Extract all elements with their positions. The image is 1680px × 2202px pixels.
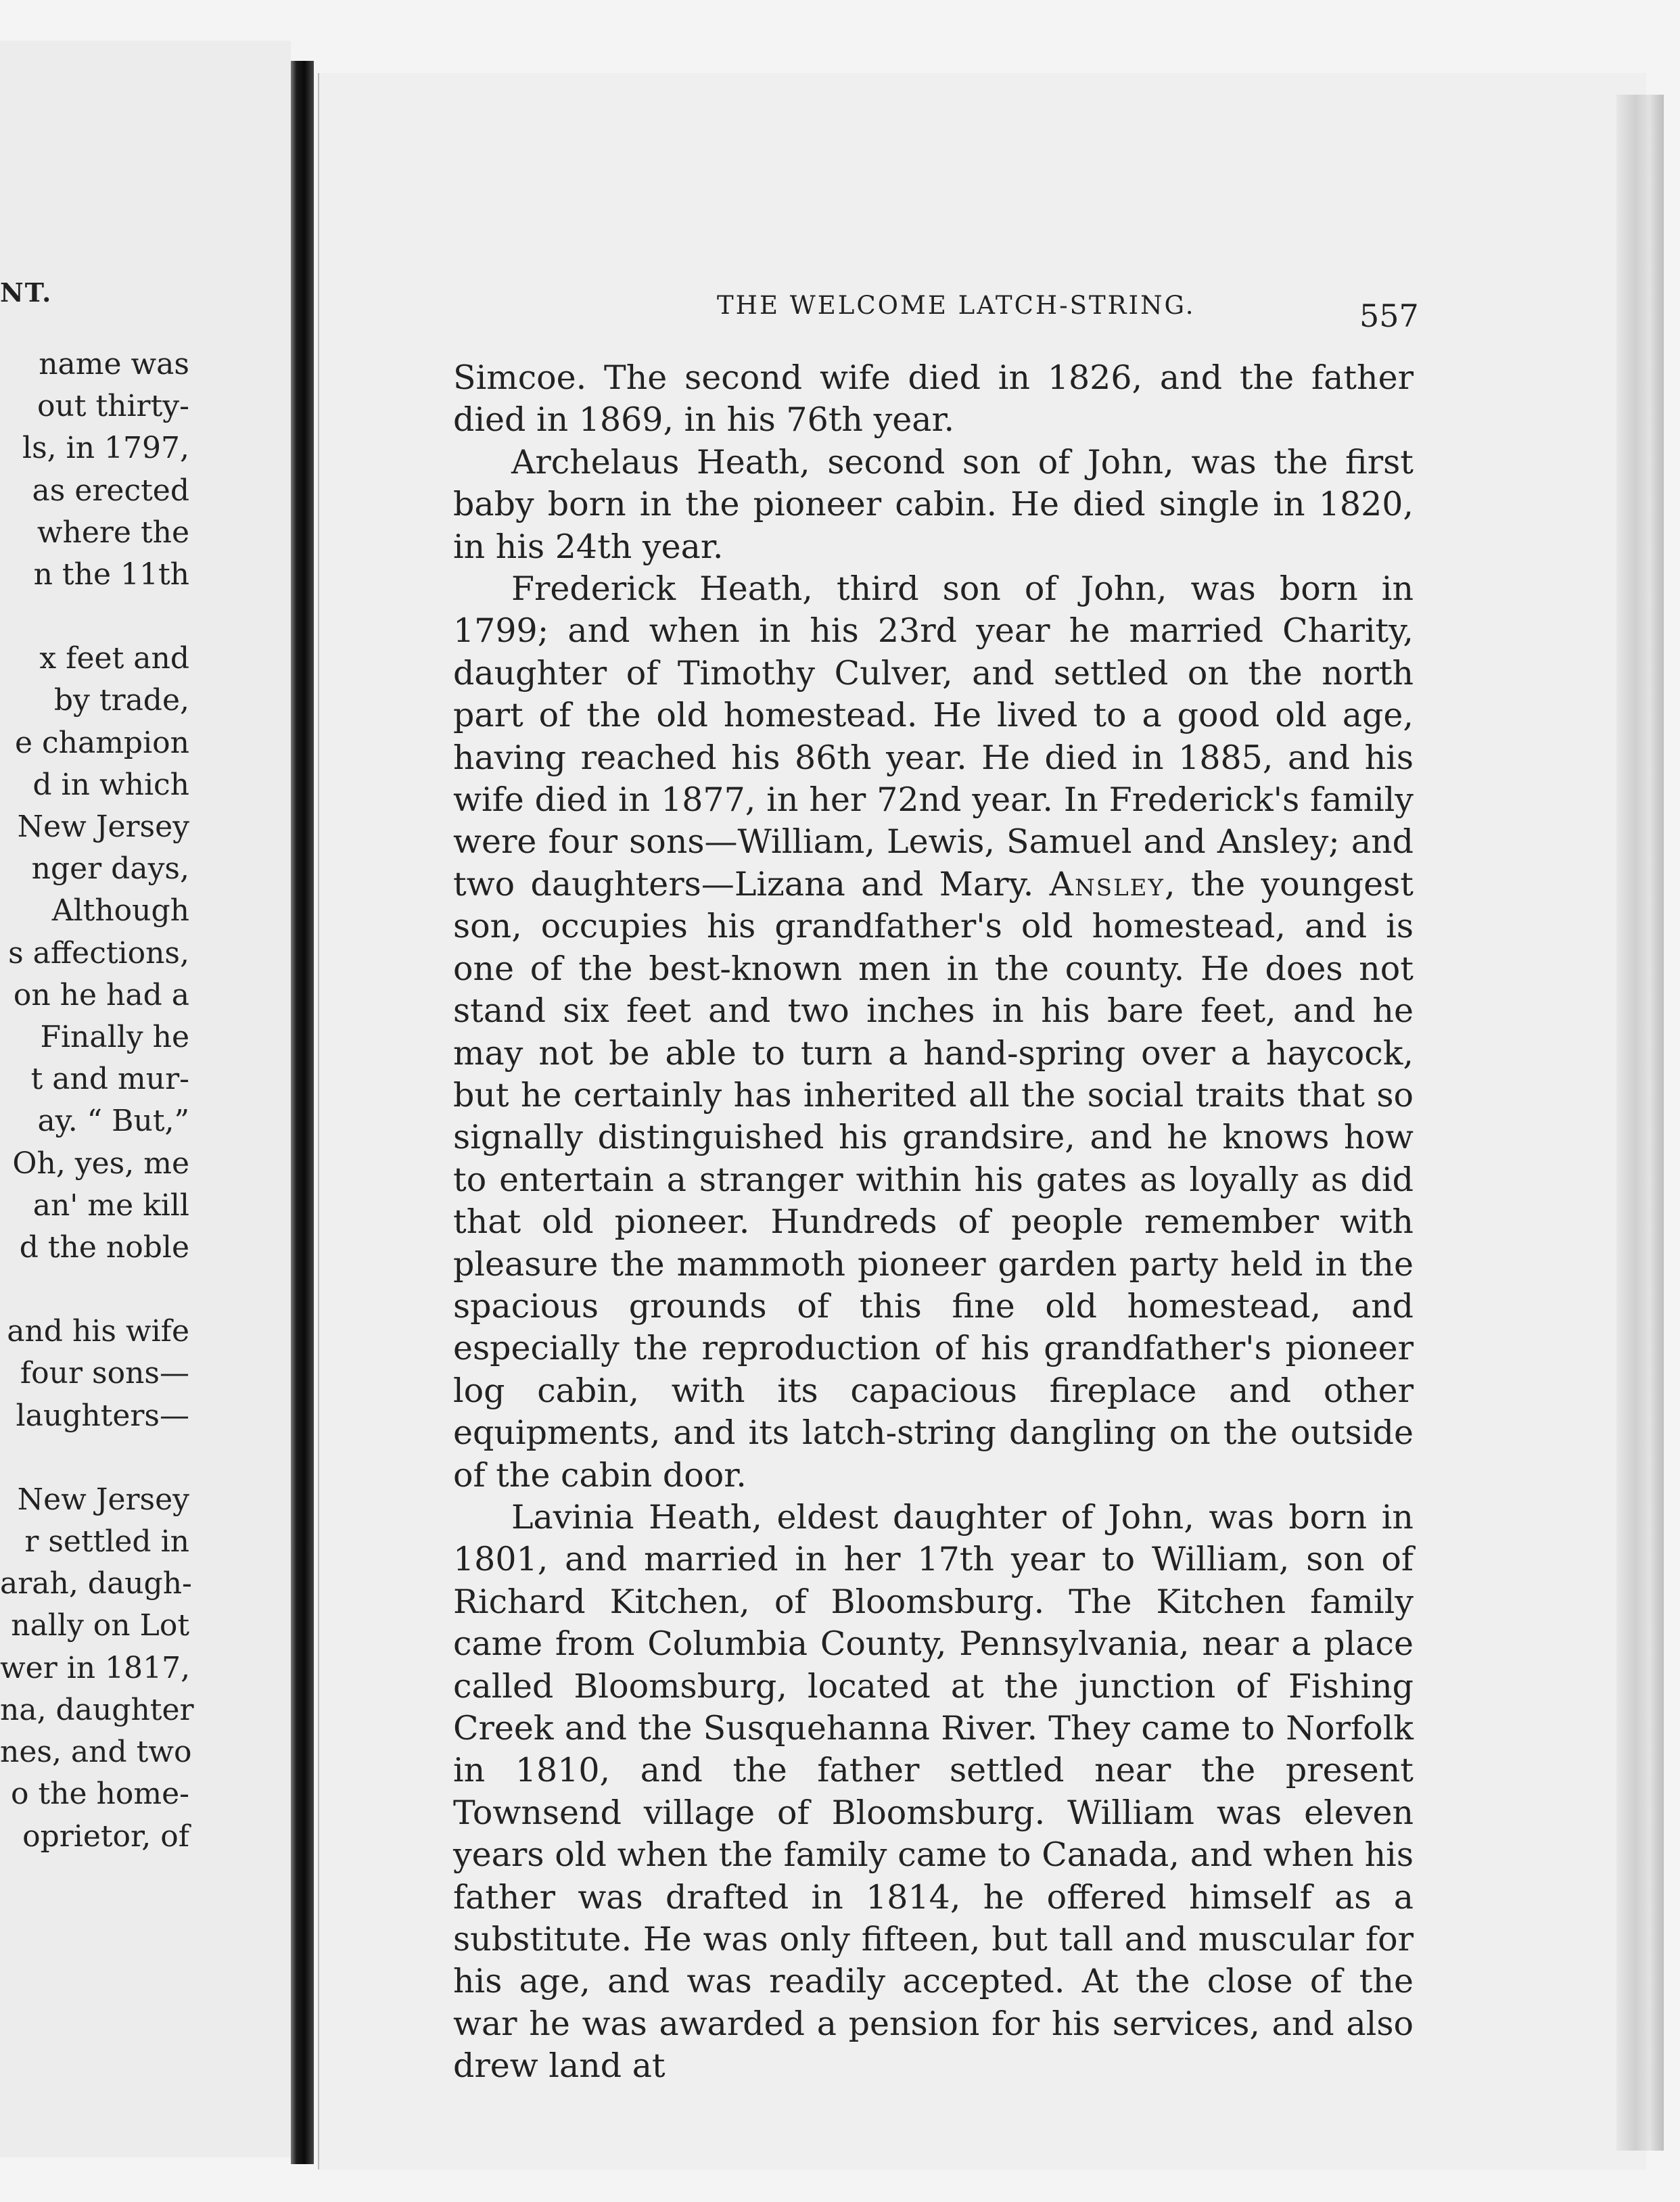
left-line: na, daughter bbox=[0, 1692, 194, 1727]
left-line: by trade, bbox=[53, 683, 189, 718]
left-line: o the home- bbox=[11, 1777, 189, 1812]
left-line: Although bbox=[51, 893, 189, 929]
paragraph-lavinia: Lavinia Heath, eldest daughter of John, was born in 1801, and married in her 17th year to William, son of Richard Kitchen, of Bloomsburg. The Kitchen family came from Columbia County, Pennsylvania, near a place called Bloomsburg, located at the junction of Fishing Creek and the Susquehanna River. They came to Norfolk in 1810, and the father settled near the present Townsend village of Bloomsburg. William was eleven years old when the family came to Canada, and when his father was drafted in 1814, he offered himself as a substitute. He was only fifteen, but tall and muscular for his age, and was readily accepted. At the close of the war he was awarded a pension for his services, and also drew land at bbox=[453, 1497, 1414, 2086]
left-line: t and mur- bbox=[30, 1062, 189, 1097]
left-line: n the 11th bbox=[33, 557, 189, 592]
left-line: on he had a bbox=[13, 977, 189, 1012]
left-line: nger days, bbox=[31, 851, 189, 887]
left-line: d the noble bbox=[19, 1230, 189, 1265]
running-head: THE WELCOME LATCH-STRING. bbox=[717, 291, 1196, 320]
page-number: 557 bbox=[1359, 298, 1419, 334]
left-line: nes, and two bbox=[0, 1735, 192, 1770]
left-line: wer in 1817, bbox=[0, 1650, 191, 1685]
body-text bbox=[453, 357, 1414, 2088]
paragraph-simcoe: Simcoe. The second wife died in 1826, and the father died in 1869, in his 76th year. bbox=[453, 358, 1414, 440]
left-line: arah, daugh- bbox=[0, 1566, 192, 1601]
left-line: laughters— bbox=[16, 1398, 189, 1433]
page-edge bbox=[1616, 95, 1664, 2151]
left-line: s affections, bbox=[8, 935, 189, 970]
left-line: out thirty- bbox=[37, 389, 189, 424]
left-line-gap bbox=[0, 1269, 291, 1311]
left-line: d in which bbox=[32, 767, 189, 802]
left-line: Oh, yes, me bbox=[12, 1146, 189, 1181]
left-line: nally on Lot bbox=[11, 1608, 189, 1643]
left-line: ay. “ But,” bbox=[37, 1104, 189, 1139]
left-running-head-fragment: NT. bbox=[0, 277, 53, 308]
left-line: an' me kill bbox=[32, 1188, 189, 1223]
left-page-text bbox=[0, 344, 291, 1858]
left-line-gap bbox=[0, 1437, 291, 1479]
left-line: and his wife bbox=[7, 1314, 189, 1349]
ansley-name: Ansley bbox=[1049, 864, 1165, 904]
left-facing-page bbox=[0, 41, 291, 2157]
paragraph-frederick-text: Frederick Heath, third son of John, was born in 1799; and when in his 23rd year he married Charity, daughter of Timothy Culver, and settled on the north part of the old homestead. He lived to a good old age, having reached his 86th year. He died in 1885, and his wife died in 1877, in her 72nd year. In Frederick's family were four sons—William, Lewis, Samuel and Ansley; and two daughters—Lizana and Mary. bbox=[453, 569, 1414, 904]
paragraph-frederick bbox=[453, 568, 1414, 1497]
left-line: name was bbox=[39, 347, 189, 381]
left-line: New Jersey bbox=[17, 1482, 189, 1517]
left-line: four sons— bbox=[20, 1356, 189, 1391]
paragraph-archelaus: Archelaus Heath, second son of John, was the first baby born in the pioneer cabin. He died single in 1820, in his 24th year. bbox=[453, 442, 1414, 566]
left-line: as erected bbox=[32, 473, 189, 508]
paragraph-frederick-continuation: , the youngest son, occupies his grandfather's old homestead, and is one of the best-known men in the county. He does not stand six feet and two inches in his bare feet, and he may not be able to turn a hand-spring over a haycock, but he certainly has inherited all the social traits that so signally distinguished his grandsire, and he knows how to entertain a stranger within his gates as loyally as did that old pioneer. Hundreds of people remember with pleasure the mammoth pioneer garden party held in the spacious grounds of this fine old homestead, and especially the reproduction of his grandfather's pioneer log cabin, with its capacious fireplace and other equipments, and its latch-string dangling on the outside of the cabin door. bbox=[453, 864, 1414, 1495]
left-line: New Jersey bbox=[17, 810, 189, 845]
left-line: Finally he bbox=[40, 1020, 189, 1055]
left-line-gap bbox=[0, 596, 291, 638]
left-line: r settled in bbox=[24, 1524, 189, 1560]
left-line: ls, in 1797, bbox=[22, 431, 189, 466]
left-line: where the bbox=[37, 515, 189, 550]
left-line: e champion bbox=[14, 725, 189, 760]
left-line: x feet and bbox=[39, 641, 189, 676]
book-binding bbox=[291, 61, 314, 2164]
left-line: oprietor, of bbox=[22, 1819, 189, 1854]
